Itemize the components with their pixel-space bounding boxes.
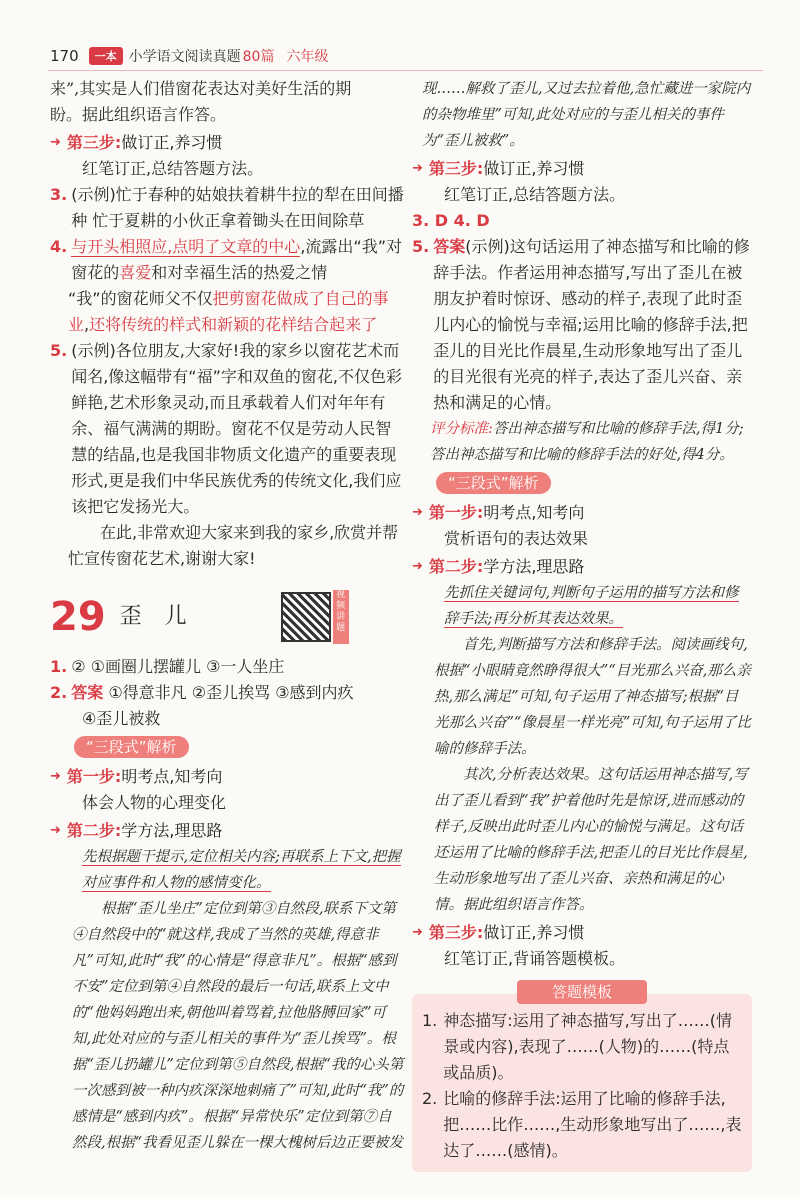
answer-number: 1. xyxy=(50,657,68,676)
answer-number: 5. xyxy=(412,237,430,256)
analysis-pill: “三段式”解析 xyxy=(436,472,551,494)
step-label: 第三步: xyxy=(428,923,484,942)
answer-4b xyxy=(50,286,405,338)
arrow-icon: ➜ xyxy=(412,161,423,176)
answer-keyword: 把剪窗花做成了自己的事业 xyxy=(68,289,389,334)
lesson-number: 29 xyxy=(50,594,106,640)
template-number: 2. xyxy=(422,1089,438,1108)
answer-template-box xyxy=(412,994,752,1172)
template-number: 1. xyxy=(422,1011,438,1030)
right-column xyxy=(412,76,752,1172)
answer-text: ② ①画圈儿摆罐儿 ③一人坐庄 xyxy=(71,657,285,676)
answer-label: 答案 xyxy=(433,237,466,256)
step-label: 第二步: xyxy=(428,557,484,576)
arrow-icon: ➜ xyxy=(50,135,61,150)
step-body: 红笔订正,总结答题方法。 xyxy=(444,185,626,204)
step-label: 第二步: xyxy=(66,821,122,840)
step-label: 第一步: xyxy=(66,767,122,786)
lesson-title: 歪 儿 xyxy=(119,604,195,629)
page-header xyxy=(50,44,328,68)
step-title: 做订正,养习惯 xyxy=(483,923,585,942)
scoring-label: 评分标准: xyxy=(430,421,493,437)
intro-text-1: 来”,其实是人们借窗花表达对美好生活的期 xyxy=(50,79,352,98)
intro-line-2: 盼。据此组织语言作答。 xyxy=(50,105,227,124)
answer-text-part: , xyxy=(84,315,90,334)
template-item xyxy=(422,1086,742,1164)
answer-5-cont: 在此,非常欢迎大家来到我的家乡,欣赏并帮忙宣传窗花艺术,谢谢大家! xyxy=(68,523,399,568)
analysis-paragraph-2: 其次,分析表达效果。这句话运用神态描写,写出了歪儿看到“我”护着他时先是惊讶,进而感动的样子,反映出此时歪儿内心的愉悦与满足。这句话还运用了比喻的修辞手法,把歪儿的目光比作晨星,生动形象地写出了歪儿兴奋、亲热和满足的心情。据此组织语言作答。 xyxy=(434,767,748,913)
template-item xyxy=(422,1008,742,1086)
step-one xyxy=(50,764,405,790)
scoring-standard xyxy=(412,416,752,468)
answer-text-part: ①得意非凡 ②歪儿挨骂 ③感到内疚 xyxy=(108,683,354,702)
book-count: 80篇 xyxy=(242,49,275,65)
brand-logo: 一本 xyxy=(89,47,123,65)
step-body: 赏析语句的表达效果 xyxy=(444,529,589,548)
template-text: 神态描写:运用了神态描写,写出了……(情景或内容),表现了……(人物)的……(特点或品质)。 xyxy=(443,1011,732,1082)
qr-code-icon[interactable] xyxy=(281,592,331,642)
answer-text-part: “我”的窗花师父不仅 xyxy=(68,289,213,308)
step-body-text: 先根据题干提示,定位相关内容;再联系上下文,把握对应事件和人物的感情变化。 xyxy=(82,849,401,891)
answer-keyword: 喜爱 xyxy=(119,263,152,282)
header-divider xyxy=(48,70,763,71)
intro-line xyxy=(50,76,405,102)
answer-number: 2. xyxy=(50,683,68,702)
answer-number: 3. xyxy=(50,185,68,204)
step-label: 第三步: xyxy=(66,133,122,152)
analysis-continued: 现……解救了歪儿,又过去拉着他,急忙藏进一家院内的杂物堆里”可知,此处对应的与歪儿相关的事件为“歪儿被救”。 xyxy=(422,81,751,149)
answer-1 xyxy=(50,654,405,680)
answer-2 xyxy=(50,680,405,706)
step-two xyxy=(50,818,405,844)
step-three xyxy=(50,130,405,156)
step-body xyxy=(412,580,752,632)
answer-label: 答案 xyxy=(71,683,104,702)
book-title: 小学语文阅读真题 xyxy=(128,49,241,65)
step-body: 体会人物的心理变化 xyxy=(82,793,227,812)
analysis-pill: “三段式”解析 xyxy=(74,736,189,758)
step-title: 学方法,理思路 xyxy=(121,821,223,840)
step-title: 做订正,养习惯 xyxy=(483,159,585,178)
answer-text xyxy=(433,234,752,416)
answer-text xyxy=(71,680,405,706)
answer-2-cont: ④歪儿被救 xyxy=(82,709,161,728)
answer-number: 5. xyxy=(50,341,68,360)
step-body-text: 先抓住关键词句,判断句子运用的描写方法和修辞手法;再分析其表达效果。 xyxy=(444,585,739,627)
answer-3-4: 3. D 4. D xyxy=(412,211,490,230)
answer-text-part: ,流露出“我”对窗花的 xyxy=(71,237,402,282)
step-title: 做订正,养习惯 xyxy=(121,133,223,152)
step-body: 红笔订正,总结答题方法。 xyxy=(82,159,264,178)
answer-text-part: (示例)这句话运用了神态描写和比喻的修辞手法。作者运用神态描写,写出了歪儿在被朋友护着时惊讶、感动的样子,表现了此时歪儿内心的愉悦与幸福;运用比喻的修辞手法,把歪儿的目光比作晨星,生动形象地写出了歪儿的目光很有光亮的样子,表达了歪儿兴奋、亲热和满足的心情。 xyxy=(433,237,750,412)
step-title: 明考点,知考向 xyxy=(483,503,585,522)
answer-5 xyxy=(412,234,752,416)
answer-5 xyxy=(50,338,405,520)
analysis-paragraph-1: 首先,判断描写方法和修辞手法。阅读画线句,根据“小眼睛竟然睁得很大”“目光那么兴奋,那么亲热,那么满足”可知,句子运用了神态描写;根据“目光那么兴奋”“像晨星一样光亮”可知,句子运用了比喻的修辞手法。 xyxy=(434,637,751,757)
step-label: 第三步: xyxy=(428,159,484,178)
step-body xyxy=(50,844,405,896)
arrow-icon: ➜ xyxy=(412,559,423,574)
arrow-icon: ➜ xyxy=(412,505,423,520)
analysis-paragraph: 根据“歪儿坐庄”定位到第③自然段,联系下文第④自然段中的“就这样,我成了当然的英雄,得意非凡”可知,此时“我”的心情是“得意非凡”。根据“感到不安”定位到第④自然段的最后一句话,联系上文中的“他妈妈跑出来,朝他叫着骂着,拉他胳膊回家”可知,此处对应的与歪儿相关的事件为“歪儿挨骂”。根据“歪儿扔罐儿”定位到第⑤自然段,根据“我的心头第一次感到被一种内疚深深地刺痛了”可知,此时“我”的感情是“感到内疚”。根据“异常快乐”定位到第⑦自然段,根据“我看见歪儿躲在一棵大槐树后边正要被发 xyxy=(72,901,404,1151)
scoring-text: 答出神态描写和比喻的修辞手法,得1分;答出神态描写和比喻的修辞手法的好处,得4分。 xyxy=(430,421,744,463)
step-one xyxy=(412,500,752,526)
step-body: 红笔订正,背诵答题模板。 xyxy=(444,949,626,968)
answer-3 xyxy=(50,182,405,234)
step-title: 学方法,理思路 xyxy=(483,557,585,576)
grade-label: 六年级 xyxy=(286,49,329,65)
answer-text-part: 和对幸福生活的热爱之情 xyxy=(151,263,328,282)
template-text: 比喻的修辞手法:运用了比喻的修辞手法,把……比作……,生动形象地写出了……,表达了……(感情)。 xyxy=(443,1089,742,1160)
template-title: 答题模板 xyxy=(517,980,647,1004)
answer-number: 4. xyxy=(50,237,68,256)
step-three xyxy=(412,920,752,946)
arrow-icon: ➜ xyxy=(50,769,61,784)
page-number: 170 xyxy=(50,47,79,65)
answer-keyword: 与开头相照应,点明了文章的中心 xyxy=(71,237,301,256)
lesson-heading xyxy=(50,590,405,644)
answer-4 xyxy=(50,234,405,286)
video-tag: 视频讲题 xyxy=(333,590,349,644)
answer-text: (示例)忙于春种的姑娘扶着耕牛拉的犁在田间播种 忙于夏耕的小伙正拿着锄头在田间除草 xyxy=(71,185,404,230)
answer-text xyxy=(71,234,405,286)
step-label: 第一步: xyxy=(428,503,484,522)
answer-text: (示例)各位朋友,大家好!我的家乡以窗花艺术而闻名,像这幅带有“福”字和双鱼的窗花,不仅色彩鲜艳,艺术形象灵动,而且承载着人们对年年有余、福气满满的期盼。窗花不仅是劳动人民智慧的结晶,也是我国非物质文化遗产的重要表现形式,更是我们中华民族优秀的传统文化,我们应该把它发扬光大。 xyxy=(71,341,402,516)
answer-keyword: 还将传统的样式和新颖的花样结合起来了 xyxy=(89,315,378,334)
step-two xyxy=(412,554,752,580)
arrow-icon: ➜ xyxy=(412,925,423,940)
arrow-icon: ➜ xyxy=(50,823,61,838)
step-three xyxy=(412,156,752,182)
step-title: 明考点,知考向 xyxy=(121,767,223,786)
left-column xyxy=(50,76,405,1156)
